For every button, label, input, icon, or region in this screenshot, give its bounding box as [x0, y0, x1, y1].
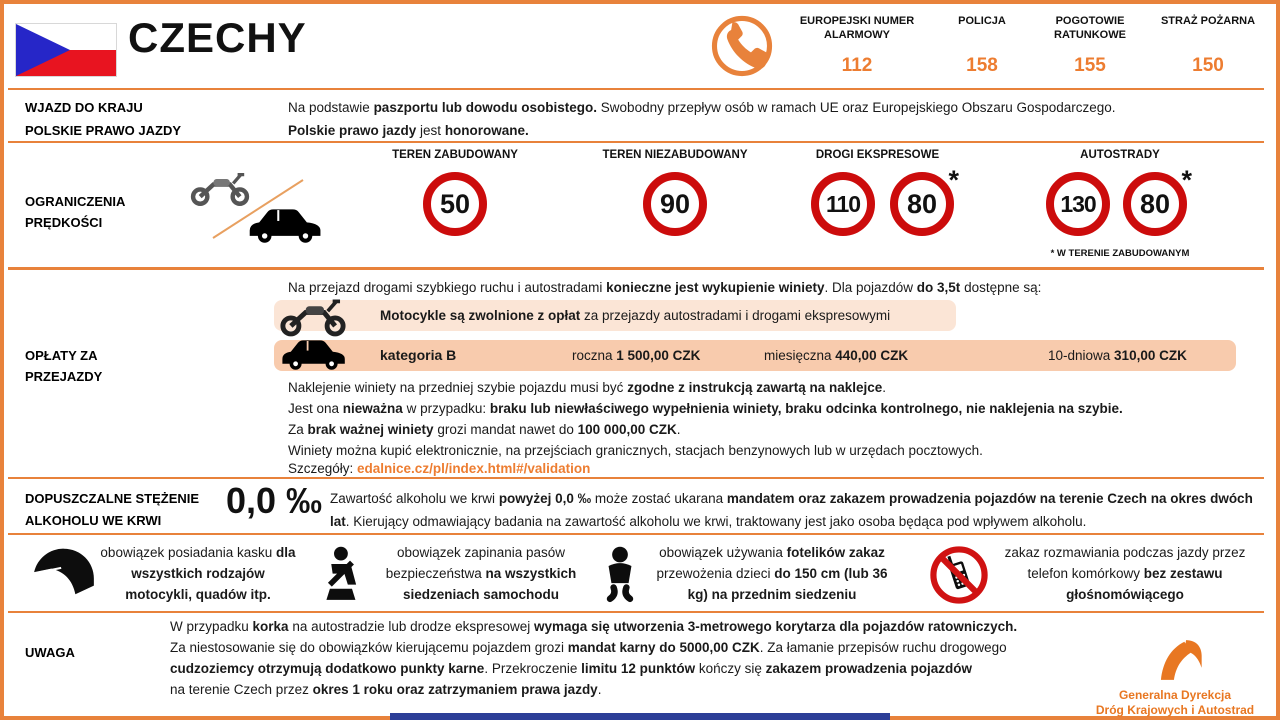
seatbelt-icon	[318, 546, 368, 609]
asterisk: *	[1181, 165, 1192, 195]
speed-sign-90: 90	[643, 172, 707, 236]
tolls-label-line2: PRZEJAZDY	[25, 369, 103, 384]
vignette-line: Jest ona nieważna w przypadku: braku lub niewłaściwego wypełnienia winiety, braku odcinka kontrolnego, nie naklejenia na szybie.	[288, 401, 1123, 416]
speed-footnote: * W TERENIE ZABUDOWANYM	[1050, 248, 1190, 259]
speed-label-line2: PRĘDKOŚCI	[25, 215, 103, 230]
helmet-icon	[28, 543, 100, 612]
warning-line: Za niestosowanie się do obowiązków kierującemu pojazdem grozi mandat karny do 5000,00 CZK. Za łamanie przepisów ruchu drogowego	[170, 640, 1007, 655]
toll-price-annual: roczna 1 500,00 CZK	[572, 348, 701, 363]
no-phone-rule-text: zakaz rozmawiania podczas jazdy przez telefon komórkowy bez zestawu głośnomówiącego	[1004, 545, 1246, 602]
divider	[8, 533, 1264, 535]
vehicles-graphic	[185, 166, 330, 246]
divider	[8, 88, 1264, 90]
seatbelt-rule-text: obowiązek zapinania pasów bezpieczeństwa na wszystkich siedzeniach samochodu	[385, 545, 577, 602]
emergency-contacts	[782, 14, 1268, 77]
vignette-line: Naklejenie winiety na przedniej szybie pojazdu musi być zgodne z instrukcją zawartą na naklejce.	[288, 380, 887, 395]
gddkia-logo-icon	[1154, 637, 1206, 688]
warning-line: na terenie Czech przez okres 1 roku oraz zatrzymaniem prawa jazdy.	[170, 682, 602, 697]
motorcycle-toll-text: Motocykle są zwolnione z opłat za przejazdy autostradami i drogami ekspresowymi	[380, 308, 891, 323]
tolls-intro: Na przejazd drogami szybkiego ruchu i autostradami konieczne jest wykupienie winiety. Dla pojazdów do 3,5t dostępne są:	[288, 280, 1042, 295]
divider	[8, 611, 1264, 613]
no-phone-icon	[928, 544, 990, 611]
speed-sign-80-motorway: 80 *	[1123, 172, 1187, 236]
child-seat-rule-text: obowiązek używania fotelików zakaz przewożenia dzieci do 150 cm (lub 36 kg) na przednim siedzeniu	[656, 545, 888, 602]
bottom-blue-strip	[390, 713, 890, 720]
car-icon	[250, 209, 321, 242]
speed-col-title: TEREN ZABUDOWANY	[392, 149, 518, 161]
ambulance-number: 155	[1074, 55, 1106, 76]
toll-category: kategoria B	[380, 347, 457, 363]
vignette-details: Szczegóły: edalnice.cz/pl/index.html#/validation	[288, 461, 591, 476]
speed-sign-50: 50	[423, 172, 487, 236]
vignette-line: Winiety można kupić elektronicznie, na przejściach granicznych, stacjach benzynowych lub w urzędach pocztowych.	[288, 443, 983, 458]
warning-line: cudzoziemcy otrzymują dodatkowo punkty karne. Przekroczenie limitu 12 punktów kończy się zakazem prowadzenia pojazdów	[170, 661, 972, 676]
car-icon	[280, 336, 352, 375]
vignette-line: Za brak ważnej winiety grozi mandat nawet do 100 000,00 CZK.	[288, 422, 681, 437]
speed-sign-130: 130	[1046, 172, 1110, 236]
tolls-label-line1: OPŁATY ZA	[25, 348, 98, 363]
emergency-number: 112	[841, 55, 873, 76]
alcohol-text: Zawartość alkoholu we krwi powyżej 0,0 ‰ może zostać ukarana mandatem oraz zakazem prowadzenia pojazdów na terenie Czech na okres dwóch lat. Kierujący odmawiający badania na zawartość alkoholu we krwi, traktowany jest jako osoba będąca pod wpływem alkoholu.	[330, 491, 1253, 529]
vignette-link[interactable]: edalnice.cz/pl/index.html#/validation	[357, 461, 591, 476]
speed-col-title: TEREN NIEZABUDOWANY	[602, 149, 748, 161]
alcohol-label-line2: ALKOHOLU WE KRWI	[25, 513, 162, 528]
license-label: POLSKIE PRAWO JAZDY	[25, 123, 182, 138]
page-title: CZECHY	[128, 14, 307, 61]
child-seat-icon	[598, 546, 642, 611]
entry-text: Na podstawie paszportu lub dowodu osobistego. Swobodny przepływ osób w ramach UE oraz Europejskiego Obszaru Gospodarczego.	[288, 100, 1116, 115]
phone-icon	[710, 14, 774, 78]
license-text: Polskie prawo jazdy jest honorowane.	[288, 123, 529, 138]
fire-number: 150	[1192, 55, 1224, 76]
motorcycle-icon	[193, 175, 247, 204]
warning-line: W przypadku korka na autostradzie lub drodze ekspresowej wymaga się utworzenia 3-metrowego korytarza dla pojazdów ratowniczych.	[170, 619, 1018, 634]
divider	[8, 267, 1264, 270]
toll-price-10day: 10-dniowa 310,00 CZK	[1048, 348, 1187, 363]
alcohol-limit-value: 0,0 ‰	[226, 480, 323, 521]
contact-ambulance: POGOTOWIE RATUNKOWE 155	[1054, 15, 1126, 76]
speed-col-title: DROGI EKSPRESOWE	[815, 149, 940, 161]
police-number: 158	[966, 55, 998, 76]
speed-col-title: AUTOSTRADY	[1080, 149, 1160, 161]
speed-sign-80-expressway: 80 *	[890, 172, 954, 236]
asterisk: *	[948, 165, 959, 195]
contact-police: POLICJA 158	[958, 15, 1006, 76]
contact-fire: STRAŻ POŻARNA 150	[1160, 15, 1256, 76]
divider	[8, 477, 1264, 479]
toll-price-monthly: miesięczna 440,00 CZK	[764, 348, 909, 363]
speed-label-line1: OGRANICZENIA	[25, 194, 126, 209]
motorcycle-icon	[276, 294, 350, 342]
alcohol-label-line1: DOPUSZCZALNE STĘŻENIE	[25, 491, 200, 506]
helmet-rule-text: obowiązek posiadania kasku dla wszystkich rodzajów motocykli, quadów itp.	[100, 545, 296, 602]
entry-label: WJAZD DO KRAJU	[25, 100, 143, 115]
contact-european-emergency: EUROPEJSKI NUMER ALARMOWY 112	[799, 15, 915, 76]
speed-sign-110: 110	[811, 172, 875, 236]
warning-label: UWAGA	[25, 645, 75, 660]
divider	[8, 141, 1264, 143]
czech-flag	[16, 24, 116, 76]
gddkia-logo-line2: Dróg Krajowych i Autostrad	[1095, 703, 1255, 717]
gddkia-logo-line1: Generalna Dyrekcja	[1118, 688, 1232, 702]
